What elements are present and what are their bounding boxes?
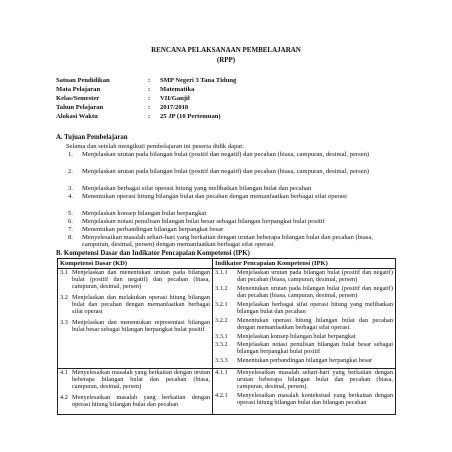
- ipk-number: 4.2.1: [215, 391, 228, 399]
- ipk-item: [215, 302, 393, 316]
- ipk-cell: [213, 269, 396, 369]
- identity-colon: :: [148, 104, 151, 111]
- objective-text: Menyelesaikan masalah sehari-hari yang berkaitan dengan urutan beberapa bilangan bulat dan pecahan (biasa, campuran, desimal, persen) dengan memanfaatkan berbagai sifat operasi: [82, 234, 373, 249]
- kd-text: Menjelaskan dan melakukan operasi hitung bilangan bulat dan pecahan dengan memanfaatkan berbagai sifat operasi: [72, 293, 210, 315]
- table-header-row: [58, 259, 396, 269]
- ipk-item: [215, 342, 393, 356]
- identity-label: Tahun Pelajaran: [56, 104, 104, 111]
- identity-label: Satuan Pendidikan: [56, 77, 110, 84]
- objective-number: 2.: [68, 168, 73, 175]
- ipk-text: Menyelesaikan masalah kontekstual yang berkaitan dengan operasi hitung bilangan bulat dan bilangan pecahan: [237, 391, 393, 406]
- objective-text: Menentukan operasi hitung bilangan bulat dan pecahan dengan memanfaatkan berbagai sifat operasi: [82, 193, 347, 200]
- ipk-number: 3.3.3: [215, 357, 228, 365]
- identity-colon: :: [148, 77, 151, 84]
- header-ipk: Indikator Pencapaian Kompetensi (IPK): [213, 259, 396, 269]
- table-row: [58, 369, 396, 415]
- ipk-number: 3.1.2: [215, 284, 228, 292]
- identity-row-school: [56, 77, 236, 84]
- kd-ipk-table: [57, 258, 396, 415]
- ipk-text: Menentukan urutan pada bilangan bulat (positif dan negatif) dan pecahan (biasa, campuran, desimal, persen): [237, 284, 393, 299]
- identity-colon: :: [148, 113, 151, 120]
- kd-number: 3.2: [60, 293, 68, 301]
- ipk-cell: [213, 369, 396, 415]
- identity-colon: :: [148, 95, 151, 102]
- kd-number: 4.1: [60, 369, 68, 377]
- document-subtitle: (RPP): [216, 56, 236, 64]
- identity-value: 25 JP (10 Pertemuan): [160, 113, 221, 120]
- kd-number: 4.2: [60, 393, 68, 401]
- header-kd: Kompetensi Dasar (KD): [58, 259, 213, 269]
- ipk-item: [215, 334, 393, 341]
- identity-value: 2017/2018: [160, 104, 189, 111]
- document-title: RENCANA PELAKSANAAN PEMBELAJARAN: [151, 46, 301, 54]
- section-a-heading: A. Tujuan Pembelajaran: [56, 134, 128, 141]
- objective-text: Menentukan perbandingan bilangan berpangkat besar: [82, 226, 224, 233]
- ipk-item: [215, 370, 393, 391]
- ipk-item: [215, 393, 393, 407]
- kd-item: [60, 395, 210, 409]
- ipk-number: 3.2.1: [215, 300, 228, 308]
- kd-item: [60, 370, 210, 391]
- kd-item: [60, 320, 210, 334]
- objective-number: 4.: [68, 193, 73, 200]
- kd-cell: [58, 369, 213, 415]
- kd-cell: [58, 269, 213, 369]
- section-a-intro: Selama dan setelah mengikuti pembelajaran ini peserta didik dapat:: [66, 143, 244, 150]
- objective-number: 7.: [68, 226, 73, 233]
- identity-row-subject: [56, 86, 194, 93]
- ipk-item: [215, 358, 393, 365]
- objective-text: Menjelaskan urutan pada bilangan bulat (positif dan negatif) dan pecahan (biasa, campuran, desimal, persen): [82, 168, 370, 175]
- ipk-number: 3.2.2: [215, 316, 228, 324]
- objective-item: [68, 234, 398, 249]
- objective-item: [68, 193, 398, 200]
- table-row: [58, 269, 396, 369]
- objective-item: [68, 168, 398, 175]
- kd-item: [60, 295, 210, 316]
- objective-text: Menjelaskan konsep bilangan bulat berpangkat: [82, 210, 207, 217]
- objective-text: Menjelaskan berbagai sifat operasi hitung yang melibatkan bilangan bulat dan pecahan: [82, 185, 312, 192]
- identity-row-time: [56, 113, 221, 120]
- objective-number: 5.: [68, 210, 73, 217]
- objective-number: 8.: [68, 234, 73, 241]
- identity-colon: :: [148, 86, 151, 93]
- kd-text: Menjelaskan dan menentukan urutan pada bilangan bulat (positif dan negatif) dan pecahan (biasa, campuran, desimal, persen): [72, 269, 210, 290]
- kd-number: 3.3: [60, 318, 68, 326]
- objective-number: 6.: [68, 218, 73, 225]
- objective-item: [68, 210, 398, 217]
- identity-value: SMP Negeri 3 Tana Tidung: [160, 77, 237, 84]
- ipk-item: [215, 318, 393, 332]
- kd-text: Menjelaskan dan menentukan representasi bilangan bulat besar sebagai bilangan berpangkat bulat positif: [72, 318, 210, 333]
- kd-text: Menyelesaikan masalah yang berkaitan dengan urutan beberapa bilangan bulat dan pecahan (biasa, campuran, desimal, persen): [72, 369, 210, 391]
- ipk-number: 3.1.1: [215, 269, 228, 277]
- objective-item: [68, 151, 398, 158]
- objective-number: 3.: [68, 185, 73, 192]
- ipk-text: Menjelaskan konsep bilangan bulat berpangkat: [237, 332, 356, 340]
- ipk-text: Menentukan operasi hitung bilangan bulat dan pecahan dengan memanfaatkan berbagai sifat operasi.: [237, 316, 393, 331]
- objective-text: Menjelaskan urutan pada bilangan bulat (positif dan negatif) dan pecahan (biasa, campuran, desimal, persen): [82, 151, 370, 158]
- ipk-text: Menyelesaikan masalah sehari-hari yang berkaitan dengan urutan beberapa bilangan bulat dan pecahan (biasa, campuran, desimal, persen).: [237, 369, 393, 391]
- identity-label: Alokasi Waktu: [56, 113, 98, 120]
- identity-row-class: [56, 95, 190, 102]
- ipk-text: Menjelaskan berbagai sifat operasi hitung yang melibatkan bilangan bulat dan pecahan: [237, 300, 393, 315]
- ipk-number: 3.3.1: [215, 332, 228, 340]
- objective-text: Menjelaskan notasi penulisan bilangan bulat besar sebagai bilangan berpangkat bulat positif: [82, 218, 325, 225]
- objective-item: [68, 218, 398, 225]
- identity-value: VII/Ganjil: [160, 95, 190, 102]
- kd-item: [60, 270, 210, 291]
- objective-item: [68, 226, 398, 233]
- ipk-item: [215, 286, 393, 300]
- section-b-heading: B. Kompetensi Dasar dan Indikator Pencapaian Kompetensi (IPK): [56, 250, 250, 257]
- ipk-text: Menentukan perbandingan bilangan berpangkat besar: [237, 357, 372, 365]
- identity-label: Kelas/Semester: [56, 95, 100, 102]
- identity-value: Matematika: [160, 86, 195, 93]
- kd-number: 3.1: [60, 269, 68, 277]
- objective-number: 1.: [68, 151, 73, 158]
- ipk-number: 4.1.1: [215, 369, 228, 377]
- objective-item: [68, 185, 398, 192]
- ipk-text: Menjelaskan urutan pada bilangan bulat (positif dan negatif) dan pecahan (biasa, campuran, desimal, persen): [237, 269, 393, 284]
- identity-label: Mata Pelajaran: [56, 86, 101, 93]
- ipk-text: Menjelaskan notasi penulisan bilangan bulat besar sebagai bilangan berpangkat bulat positif: [237, 341, 393, 356]
- kd-text: Menyelesaikan masalah yang berkaitan dengan operasi hitung bilangan bulat dan pecahan: [72, 393, 210, 408]
- identity-row-year: [56, 104, 188, 111]
- ipk-item: [215, 270, 393, 284]
- ipk-number: 3.3.2: [215, 341, 228, 349]
